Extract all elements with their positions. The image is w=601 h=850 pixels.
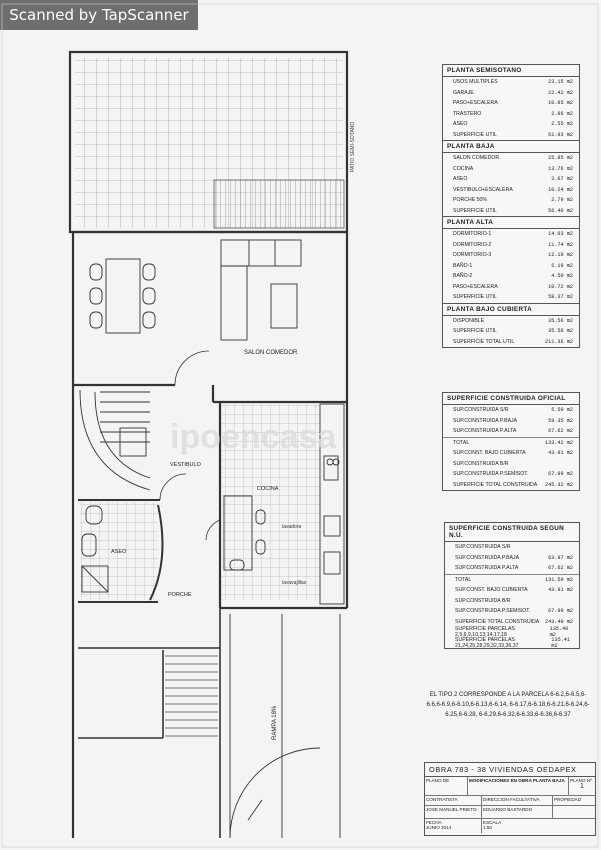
schedule-row	[445, 606, 579, 617]
row-value: 10.85 m2	[548, 100, 573, 107]
row-label: DORMITORIO-2	[453, 241, 492, 248]
row-label: VESTIBULO+ESCALERA	[453, 186, 513, 193]
row-label: DORMITORIO-1	[453, 231, 492, 238]
fecha-value: JUNIO 2014	[426, 825, 452, 830]
schedule-row	[443, 316, 579, 327]
sofa-set	[221, 240, 301, 340]
scanner-banner: Scanned by TapScanner	[0, 0, 198, 30]
row-label: TOTAL	[455, 576, 472, 583]
row-label: BAÑO-1	[453, 262, 473, 269]
schedule-row	[443, 271, 579, 282]
row-value: 5.19 m2	[551, 262, 573, 269]
dining-table	[90, 259, 155, 333]
schedule-row	[443, 405, 579, 416]
row-label: SUP.CONSTRUIDA P.SEMISOT.	[455, 608, 531, 615]
row-label: SUP.CONSTRUIDA B/R	[455, 597, 511, 604]
row-label: SUPERFICIE UTIL	[453, 328, 497, 335]
schedule-row	[445, 585, 579, 596]
row-label: DORMITORIO-3	[453, 252, 492, 259]
row-value: 59.35 m2	[548, 417, 573, 424]
row-value: 35.56 m2	[548, 328, 573, 335]
row-label: SUP.CONST. BAJO CUBIERTA	[455, 587, 528, 594]
schedule-row	[443, 109, 579, 120]
schedule-row	[443, 337, 579, 348]
row-value: 43.91 m2	[548, 587, 573, 594]
exterior-steps	[165, 656, 218, 736]
row-value: 5.50 m2	[551, 407, 573, 414]
row-value: 25.95 m2	[548, 155, 573, 162]
schedule-row	[443, 240, 579, 251]
schedule-row	[443, 437, 579, 449]
propiedad-label: PROPIEDAD	[554, 797, 582, 802]
row-label: SUPERFICIE UTIL	[453, 294, 497, 301]
schedule-row	[443, 292, 579, 303]
section-bajo-cubierta	[443, 304, 579, 348]
room-label-cocina: COCINA	[257, 486, 279, 492]
row-value: 23.15 m2	[548, 79, 573, 86]
plano-label: PLANO DE	[425, 777, 468, 795]
schedule-row	[443, 88, 579, 99]
schedule-row	[443, 459, 579, 470]
schedule-row	[445, 553, 579, 564]
room-label-porche: PORCHE	[168, 592, 192, 598]
row-label: SUPERFICIE TOTAL CONSTRUIDA	[455, 618, 540, 625]
obra-title: OBRA 783 - 38 VIVIENDAS OEDAPEX	[425, 763, 595, 777]
section-title: PLANTA ALTA	[443, 217, 579, 229]
room-label-vestibulo: VESTIBULO	[170, 462, 201, 468]
schedule-row	[445, 542, 579, 553]
section-title: PLANTA BAJO CUBIERTA	[443, 304, 579, 316]
arquitecto-name: JOSE MANUEL PRIETO	[425, 806, 482, 818]
row-label: SUP.CONST. BAJO CUBIERTA	[453, 450, 526, 457]
row-label: TOTAL	[453, 439, 470, 446]
escala-value: 1:50	[483, 825, 492, 830]
row-label: TRASTERO	[453, 110, 482, 117]
direccion-label: DIRECCION FACULTATIVA	[482, 796, 553, 805]
row-value: 13.76 m2	[548, 165, 573, 172]
room-label-salon: SALON COMEDOR	[244, 350, 298, 356]
row-label: SUP.CONSTRUIDA S/R	[453, 407, 509, 414]
side-note: PATIO SEMI-SOTANO	[350, 121, 356, 172]
row-label: SUPERFICIE UTIL	[453, 131, 497, 138]
fecha-label: FECHA	[426, 820, 442, 825]
row-value: 211.36 m2	[544, 338, 573, 345]
schedule-row	[443, 98, 579, 109]
row-label: SUP.CONSTRUIDA S/R	[455, 544, 511, 551]
schedule-row	[443, 119, 579, 130]
row-value: 10.72 m2	[548, 283, 573, 290]
garage-ramp	[230, 614, 340, 838]
row-label: COCINA	[453, 165, 474, 172]
schedule-row	[443, 480, 579, 491]
row-value: 11.74 m2	[548, 241, 573, 248]
schedule-row	[443, 164, 579, 175]
tipo-note: EL TIPO 2 CORRESPONDE A LA PARCELA 6-6.2,6-6.5,6-6.6,6-6.9,6-6.10,6-6.13,6-6.14, 6-6.17,6-6.18,6-6.21,6-6.24,6-6.25,6-6.28, 6-6.29,6-6.32,6-6.33,6-6.36,6-6.37	[426, 692, 590, 718]
row-value: 245.32 m2	[544, 481, 573, 488]
schedule-row	[443, 153, 579, 164]
row-label: SUP.CONSTRUIDA P.BAJA	[453, 417, 518, 424]
schedule-row	[445, 574, 579, 586]
schedule-row	[445, 596, 579, 607]
row-value: 135.41 m2	[551, 636, 571, 649]
row-label: PASO+ESCALERA	[453, 283, 498, 290]
row-value: 56.40 m2	[548, 207, 573, 214]
schedule-row	[443, 469, 579, 480]
schedule-row	[443, 261, 579, 272]
row-label: PORCHE 50%	[453, 197, 488, 204]
section-alta	[443, 217, 579, 304]
row-label: SUP.CONSTRUIDA P.ALTA	[453, 428, 517, 435]
row-label: GARAJE	[453, 89, 474, 96]
schedule-row	[443, 416, 579, 427]
row-label: SUPERFICIE TOTAL CONSTRUIDA	[453, 481, 538, 488]
row-label: SUPERFICIE TOTAL UTIL	[453, 338, 515, 345]
row-label: SUPERFICIE UTIL	[453, 207, 497, 214]
deck	[214, 180, 344, 228]
schedule-row	[443, 282, 579, 293]
row-label: SUPERFICIE PARCELAS 21,24,25,28,29,32,33,36,37	[455, 636, 519, 649]
row-value: 3.67 m2	[551, 176, 573, 183]
schedule-row	[443, 229, 579, 240]
row-value: 43.91 m2	[548, 450, 573, 457]
staircase	[80, 390, 150, 490]
label-rampa: RAMPA 18%	[272, 705, 278, 740]
row-value: 67.99 m2	[548, 608, 573, 615]
row-value: 63.97 m2	[548, 554, 573, 561]
section-title: PLANTA SEMISOTANO	[443, 65, 579, 77]
label-lavavajillas: lavavajillas	[282, 580, 307, 586]
row-label: ASEO	[453, 176, 468, 183]
oficial-table	[442, 392, 580, 491]
plano-name: MODIFICACIONES EN OBRA PLANTA BAJA	[468, 777, 569, 795]
watermark: ipoencasa	[170, 418, 337, 456]
row-value: 12.19 m2	[548, 252, 573, 259]
row-label: SUP.CONSTRUIDA P.SEMISOT.	[453, 471, 529, 478]
row-value: 4.50 m2	[551, 273, 573, 280]
schedule-row	[443, 206, 579, 217]
escala-label: ESCALA	[483, 820, 502, 825]
row-label: SUP.CONSTRUIDA B/R	[453, 460, 509, 467]
schedule-row	[443, 326, 579, 337]
room-label-aseo: ASEO	[111, 549, 127, 555]
row-label: BAÑO-2	[453, 273, 473, 280]
schedule-row	[443, 448, 579, 459]
section-semisotano	[443, 65, 579, 141]
schedule-row	[443, 185, 579, 196]
row-value: 133.42 m2	[544, 439, 573, 446]
row-value: 14.03 m2	[548, 231, 573, 238]
schedule-row	[443, 130, 579, 141]
numero-value: 1	[580, 783, 584, 790]
row-label: ASEO	[453, 121, 468, 128]
numero-label: PLANO Nº	[570, 778, 592, 783]
row-value: 2.79 m2	[551, 197, 573, 204]
schedule-table	[442, 64, 580, 348]
row-label: USOS MULTIPLES	[453, 79, 498, 86]
row-label: SUPERFICIE PARCELAS 2,5,6,9,10,13,14,17,18	[455, 626, 515, 639]
schedule-row	[445, 563, 579, 574]
schedule-row	[443, 77, 579, 88]
schedule-row	[445, 638, 579, 649]
row-value: 35.56 m2	[548, 317, 573, 324]
contratista-label: CONTRATISTA	[425, 796, 482, 805]
row-value: 2.96 m2	[551, 110, 573, 117]
row-value: 135.40 m2	[549, 626, 569, 639]
schedule-row	[443, 174, 579, 185]
row-value: 67.99 m2	[548, 471, 573, 478]
row-label: SALON COMEDOR	[453, 155, 500, 162]
nu-table	[444, 522, 580, 649]
row-value: 67.62 m2	[548, 428, 573, 435]
row-value: 61.93 m2	[548, 131, 573, 138]
title-block	[424, 762, 596, 836]
row-value: 243.49 m2	[544, 618, 573, 625]
row-label: DISPONIBLE	[453, 317, 485, 324]
aparejador-name: EDUARDO BASTARDO	[482, 806, 553, 818]
row-label: SUP.CONSTRUIDA P.ALTA	[455, 565, 519, 572]
schedule-row	[443, 195, 579, 206]
schedule-row	[443, 250, 579, 261]
nu-title: SUPERFICIE CONSTRUIDA SEGUN N.U.	[445, 523, 579, 542]
section-baja	[443, 141, 579, 217]
oficial-title: SUPERFICIE CONSTRUIDA OFICIAL	[443, 393, 579, 405]
row-label: SUP.CONSTRUIDA P.BAJA	[455, 554, 520, 561]
section-title: PLANTA BAJA	[443, 141, 579, 153]
row-value: 22.42 m2	[548, 89, 573, 96]
schedule-row	[443, 426, 579, 437]
row-value: 2.55 m2	[551, 121, 573, 128]
row-value: 58.37 m2	[548, 294, 573, 301]
label-lavadora: lavadora	[282, 524, 302, 530]
row-value: 131.59 m2	[544, 576, 573, 583]
row-value: 10.24 m2	[548, 186, 573, 193]
row-value: 67.62 m2	[548, 565, 573, 572]
row-label: PASO+ESCALERA	[453, 100, 498, 107]
